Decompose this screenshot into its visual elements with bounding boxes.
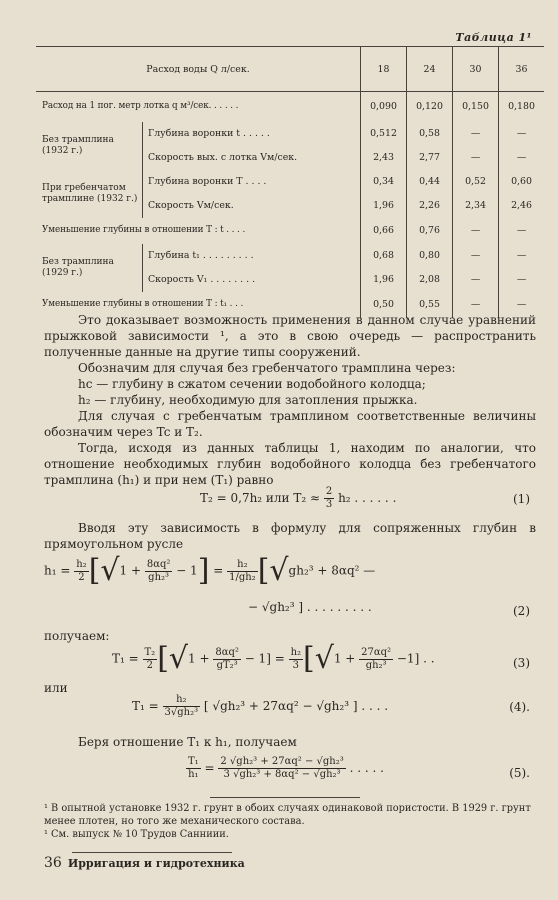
footnote: ¹ В опытной установке 1932 г. грунт в обоих случаях одинаковой пористости. В 1929 г. грунт менее плотен, но того же механического состава.	[44, 803, 531, 827]
paragraph	[44, 628, 536, 644]
cell: 2,26	[407, 194, 453, 218]
paragraph-text: получаем:	[44, 629, 110, 643]
footnote: ¹ См. выпуск № 10 Трудов Санниии.	[44, 829, 229, 840]
cell: 0,34	[361, 170, 407, 194]
row-group-label: Без трамплина (1932 г.)	[42, 134, 114, 156]
cell: 0,58	[407, 122, 453, 146]
col-header: 30	[453, 47, 499, 92]
table-row	[36, 122, 544, 146]
cell: 0,090	[361, 92, 407, 122]
cell: 1,96	[361, 194, 407, 218]
cell: —	[453, 146, 499, 170]
cell: 0,44	[407, 170, 453, 194]
cell: 0,52	[453, 170, 499, 194]
paragraph	[44, 440, 536, 488]
cell: —	[453, 244, 499, 268]
formula-3: T₁ = $\frac{\text{T₂}}{2}$ [√1 + $\frac{\text{8αq²}}{\text{gT₂³}}$ − 1] = $\frac{\text{h₂}}{3}$ [√1 + $\frac{\text{27αq²}}{\text{gh₂³}}$ −1] . .	[112, 641, 435, 676]
paragraph	[44, 392, 536, 408]
paragraph-text: Беря отношение T₁ к h₁, получаем	[78, 735, 297, 749]
cell: —	[453, 218, 499, 244]
equation-number: (2)	[513, 604, 530, 618]
cell: 2,34	[453, 194, 499, 218]
formula-1	[200, 486, 396, 511]
formula-4: T₁ = $\frac{\text{h₂}}{\text{3√gh₂³}}$ [ √gh₂³ + 27αq² − √gh₂³ ] . . . .	[132, 694, 389, 718]
row-label: Расход на 1 пог. метр лотка q м³/сек. . . . . .	[42, 101, 239, 112]
page-number: 36	[44, 855, 62, 871]
paragraph-text: Это доказывает возможность применения в данном случае уравнений прыжковой зависимости ¹, а это в свою очередь — распространить полученные данные на другие типы сооружений.	[44, 313, 536, 359]
cell: —	[499, 122, 545, 146]
table-col-header: Расход воды Q л/сек.	[36, 47, 361, 92]
paragraph-text: h₂ — глубину, необходимую для затопления прыжка.	[78, 393, 418, 407]
cell: —	[499, 218, 545, 244]
row-sub-label: Скорость Vм/сек.	[143, 194, 361, 218]
cell: 0,120	[407, 92, 453, 122]
row-sub-label: Глубина t₁ . . . . . . . . .	[143, 244, 361, 268]
paragraph	[44, 376, 536, 392]
cell: 0,80	[407, 244, 453, 268]
formula-5: $\frac{\text{T₁}}{\text{h₁}}$ = $\frac{\text{2 √gh₂³ + 27αq² − √gh₂³}}{\text{3 √gh₂³ + 8αq² − √gh₂³}}$ . . . . .	[188, 756, 384, 780]
row-sub-label: Скорость вых. с лотка Vм/сек.	[143, 146, 361, 170]
table-row	[36, 218, 544, 244]
col-header: 36	[499, 47, 545, 92]
data-table	[36, 46, 544, 318]
cell: 0,55	[407, 292, 453, 318]
equation-number: (1)	[513, 492, 530, 506]
row-group-label: Без трамплина (1929 г.)	[42, 256, 114, 278]
footnote-divider	[210, 797, 360, 798]
cell: 0,50	[361, 292, 407, 318]
cell: 0,180	[499, 92, 545, 122]
equation-number: (4).	[509, 700, 530, 714]
cell: —	[499, 292, 545, 318]
row-sub-label: Скорость V₁ . . . . . . . .	[143, 268, 361, 292]
table-row	[36, 244, 544, 268]
cell: 2,77	[407, 146, 453, 170]
row-sub-label: Глубина воронки T . . . .	[143, 170, 361, 194]
page-footer	[44, 855, 245, 871]
cell: 1,96	[361, 268, 407, 292]
row-group-label: При гребенчатом трамплине (1932 г.)	[42, 182, 138, 204]
cell: 2,43	[361, 146, 407, 170]
paragraph-text: Тогда, исходя из данных таблицы 1, находим по аналогии, что отношение необходимых глубин водобойного колодца без гребенчатого трамплина (h₁) и при нем (T₁) равно	[44, 441, 536, 487]
paragraph	[44, 360, 536, 376]
formula-2-line2: − √gh₂³ ] . . . . . . . . .	[248, 600, 372, 614]
paragraph	[44, 520, 536, 552]
row-label: Уменьшение глубины в отношении T : t₁ . . .	[42, 299, 244, 309]
formula-text: h₂ . . . . . .	[334, 491, 397, 505]
table-header-row	[36, 47, 544, 92]
paragraph-text: или	[44, 681, 68, 695]
row-sub-label: Глубина воронки t . . . . .	[143, 122, 361, 146]
footer-rule	[72, 852, 232, 853]
cell: —	[453, 122, 499, 146]
col-header: 18	[361, 47, 407, 92]
paragraph-text: Обозначим для случая без гребенчатого трамплина через:	[78, 361, 456, 375]
cell: 0,150	[453, 92, 499, 122]
cell: —	[453, 268, 499, 292]
equation-number: (3)	[513, 656, 530, 670]
cell: 0,66	[361, 218, 407, 244]
col-header: 24	[407, 47, 453, 92]
cell: 0,76	[407, 218, 453, 244]
formula-2: h₁ = $\frac{\text{h₂}}{2}$ [√1 + $\frac{\text{8αq²}}{\text{gh₂³}}$ − 1] = $\frac{\text{h₂}}{\text{1/gh₂}}$ [√gh₂³ + 8αq² —	[44, 553, 376, 588]
cell: 2,46	[499, 194, 545, 218]
table-row	[36, 92, 544, 122]
paragraph-text: hc — глубину в сжатом сечении водобойного колодца;	[78, 377, 426, 391]
cell: —	[453, 292, 499, 318]
table-title: Таблица 1¹	[455, 31, 532, 44]
paragraph-text: Вводя эту зависимость в формулу для сопряженных глубин в прямоугольном русле	[44, 521, 536, 551]
cell: 0,60	[499, 170, 545, 194]
paragraph-text: Для случая с гребенчатым трамплином соответственные величины обозначим через Tc и T₂.	[44, 409, 536, 439]
formula-text: T₂ = 0,7h₂ или T₂ ≈	[200, 491, 324, 505]
paragraph	[44, 312, 536, 360]
table-row	[36, 170, 544, 194]
equation-number: (5).	[509, 766, 530, 780]
fraction: $\frac{2}{3}$	[325, 486, 333, 510]
paragraph	[44, 734, 536, 750]
journal-title: Ирригация и гидротехника	[67, 857, 245, 870]
cell: —	[499, 244, 545, 268]
cell: 2,08	[407, 268, 453, 292]
row-label: Уменьшение глубины в отношении T : t . . . .	[42, 225, 246, 235]
cell: 0,68	[361, 244, 407, 268]
cell: —	[499, 146, 545, 170]
cell: 0,512	[361, 122, 407, 146]
paragraph	[44, 408, 536, 440]
cell: —	[499, 268, 545, 292]
